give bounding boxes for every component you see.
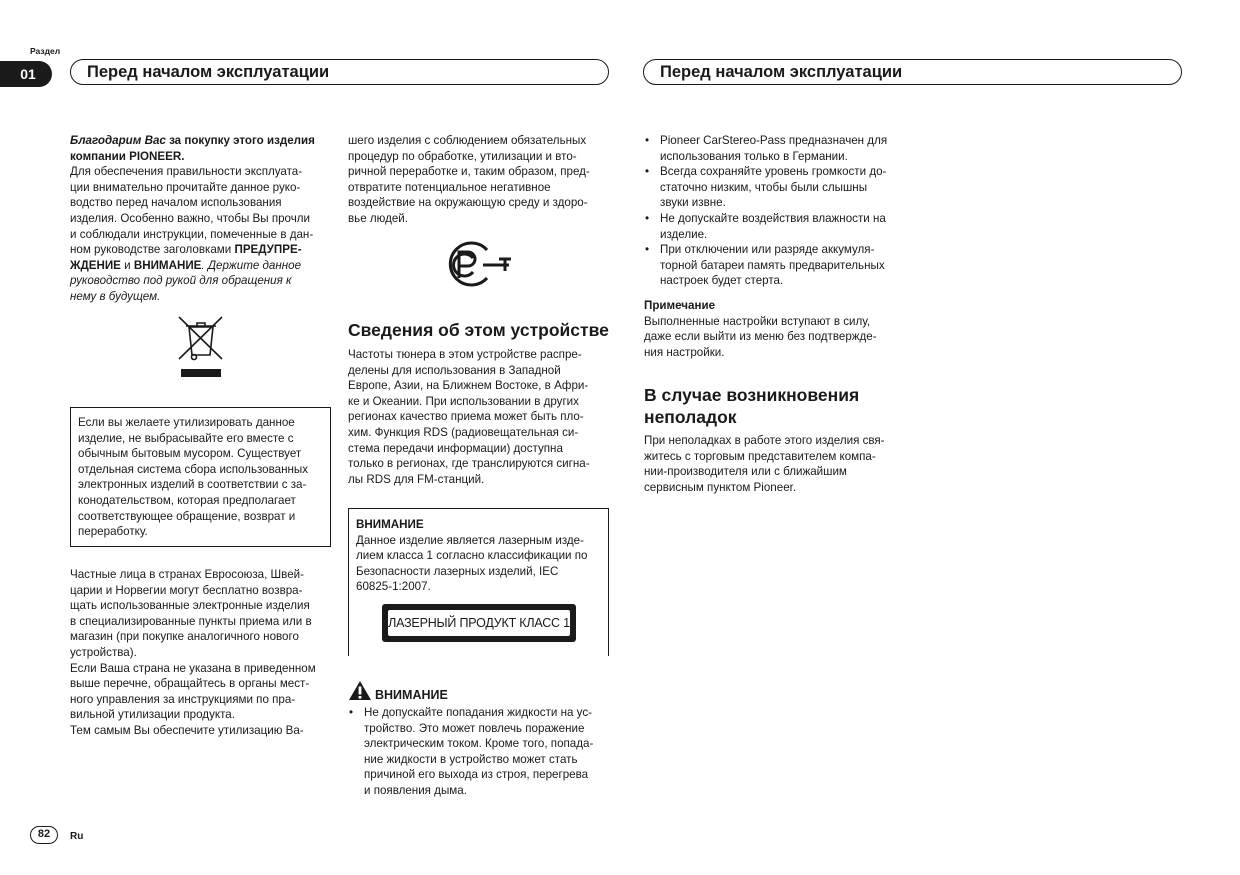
body-line: ного управления за инструкциями по пра- bbox=[70, 692, 296, 706]
crossed-out-bin-icon bbox=[176, 313, 226, 383]
body-line: устройства). bbox=[70, 645, 137, 659]
precaution-item: • При отключении или разряде аккумуля- торной батареи память предварительных настроек будет стерта. bbox=[645, 243, 885, 288]
intro-section bbox=[70, 133, 332, 305]
intro-line: и соблюдали инструкции, помеченные в дан- bbox=[70, 227, 314, 241]
note-line: даже если выйти из меню без подтвержде- bbox=[644, 330, 877, 344]
intro-line: нему в будущем. bbox=[70, 289, 161, 303]
pct-certification-mark-icon bbox=[443, 238, 515, 290]
tuner-paragraph bbox=[348, 347, 610, 487]
box-line: соответствующее обращение, возврат и bbox=[78, 509, 296, 523]
page-header-right: Перед началом эксплуатации bbox=[643, 59, 1182, 85]
body-line: Тем самым Вы обеспечите утилизацию Ва- bbox=[70, 723, 304, 737]
disposal-paragraph bbox=[70, 567, 332, 739]
laser-product-label-text: ЛАЗЕРНЫЙ ПРОДУКТ КЛАСС 1 bbox=[388, 610, 570, 636]
body-line: житесь с торговым представителем компа- bbox=[644, 449, 876, 463]
box-line: Безопасности лазерных изделий, IEC bbox=[356, 564, 559, 578]
body-line: шего изделия с соблюдением обязательных bbox=[348, 134, 587, 147]
language-code: Ru bbox=[70, 831, 84, 842]
warning-triangle-icon bbox=[348, 680, 372, 701]
caution-list bbox=[348, 705, 610, 799]
note-line: Выполненные настройки вступают в силу, bbox=[644, 314, 871, 328]
section-number-badge: 01 bbox=[0, 61, 52, 87]
body-line: воздействие на окружающую среду и здоро- bbox=[348, 196, 588, 210]
caution-title: ВНИМАНИЕ bbox=[375, 688, 448, 702]
body-line: царии и Норвегии могут бесплатно возвра- bbox=[70, 583, 303, 597]
intro-line: изделия. Особенно важно, чтобы Вы прочли bbox=[70, 211, 311, 225]
body-line: в специализированные пункты приема или в bbox=[70, 614, 312, 628]
body-line: сервисным пунктом Pioneer. bbox=[644, 480, 797, 494]
laser-product-label bbox=[382, 604, 576, 642]
box-line: изделие, не выбрасывайте его вместе с bbox=[78, 431, 294, 445]
intro-line: ции внимательно прочитайте данное руко- bbox=[70, 180, 301, 194]
box-line: лием класса 1 согласно классификации по bbox=[356, 549, 588, 563]
body-line: выше перечне, обращайтесь в органы мест- bbox=[70, 677, 310, 691]
body-line: отвратите потенциальное негативное bbox=[348, 180, 551, 194]
bullet-icon: • bbox=[349, 706, 354, 719]
continuation-paragraph bbox=[348, 133, 610, 227]
body-line: делены для использования в Западной bbox=[348, 363, 561, 377]
troubleshooting-heading: В случае возникновения неполадок bbox=[644, 385, 860, 427]
body-line: регионах качество приема может быть пло- bbox=[348, 410, 584, 424]
body-line: магазин (при покупке аналогичного нового bbox=[70, 630, 299, 644]
body-line: хим. Функция RDS (радиовещательная си- bbox=[348, 425, 579, 439]
box-line: переработку. bbox=[78, 525, 148, 539]
device-info-heading: Сведения об этом устройстве bbox=[348, 320, 609, 340]
box-line: Данное изделие является лазерным изде- bbox=[356, 533, 584, 547]
note-title: Примечание bbox=[644, 299, 716, 312]
body-line: ричной переработке и, таким образом, пред- bbox=[348, 165, 590, 179]
intro-line: Для обеспечения правильности эксплуата- bbox=[70, 165, 303, 179]
box-line: отдельная система сбора использованных bbox=[78, 462, 309, 476]
page-header-left: Перед началом эксплуатации bbox=[70, 59, 609, 85]
box-line: конодательством, которая предполагает bbox=[78, 493, 296, 507]
section-label: Раздел bbox=[30, 46, 61, 56]
page-number: 82 bbox=[30, 826, 58, 844]
note-section bbox=[644, 298, 914, 360]
note-line: ния настройки. bbox=[644, 345, 725, 359]
precaution-item: • Всегда сохраняйте уровень громкости до- статочно низким, чтобы были слышны звуки извне. bbox=[645, 165, 887, 210]
body-line: При неполадках в работе этого изделия свя- bbox=[644, 434, 885, 447]
body-line: Частные лица в странах Евросоюза, Швей- bbox=[70, 568, 304, 581]
box-line: электронных изделий в соответствии с за- bbox=[78, 478, 307, 492]
thanks-line: Благодарим Вас за покупку этого изделия компании PIONEER. bbox=[70, 134, 315, 163]
bullet-icon: • bbox=[645, 211, 650, 225]
body-line: стема передачи информации) доступна bbox=[348, 441, 563, 455]
body-line: Европе, Азии, на Ближнем Востоке, в Афри- bbox=[348, 379, 589, 393]
intro-line: руководство под рукой для обращения к bbox=[70, 274, 292, 288]
body-line: только в регионах, где транслируются сигна- bbox=[348, 457, 590, 471]
bullet-icon: • bbox=[645, 134, 650, 147]
body-line: вильной утилизации продукта. bbox=[70, 708, 235, 722]
body-line: вье людей. bbox=[348, 211, 408, 225]
precautions-list bbox=[644, 133, 914, 289]
intro-line: ном руководстве заголовками ПРЕДУПРЕ- bbox=[70, 243, 302, 257]
box-line: обычным бытовым мусором. Существует bbox=[78, 447, 302, 461]
box-line: Если вы желаете утилизировать данное bbox=[78, 416, 295, 429]
body-line: лы RDS для FM-станций. bbox=[348, 472, 485, 486]
body-line: ке и Океании. При использовании в других bbox=[348, 394, 579, 408]
body-line: нии-производителя или с ближайшим bbox=[644, 465, 847, 479]
bullet-icon: • bbox=[645, 165, 650, 179]
troubleshooting-paragraph bbox=[644, 433, 914, 495]
bullet-icon: • bbox=[645, 243, 650, 257]
disposal-notice-box bbox=[70, 407, 331, 547]
box-line: 60825-1:2007. bbox=[356, 580, 431, 594]
intro-line: водство перед началом использования bbox=[70, 196, 282, 210]
intro-line: ЖДЕНИЕ и ВНИМАНИЕ. Держите данное bbox=[70, 258, 302, 272]
caution-item: • Не допускайте попадания жидкости на ус- тройство. Это может повлечь поражение электрическим током. Кроме того, попада- ние жидкости в устройство может стать причиной его выхода из строя, перегрева и появления дыма. bbox=[349, 706, 594, 797]
body-line: щать использованные электронные изделия bbox=[70, 599, 310, 613]
body-line: процедур по обработке, утилизации и вто- bbox=[348, 149, 577, 163]
warning-box-title: ВНИМАНИЕ bbox=[356, 518, 424, 531]
precaution-item: • Не допускайте воздействия влажности на изделие. bbox=[645, 211, 886, 241]
body-line: Если Ваша страна не указана в приведенном bbox=[70, 661, 316, 675]
precaution-item: • Pioneer CarStereo-Pass предназначен для использования только в Германии. bbox=[645, 134, 888, 163]
body-line: Частоты тюнера в этом устройстве распре- bbox=[348, 348, 582, 361]
